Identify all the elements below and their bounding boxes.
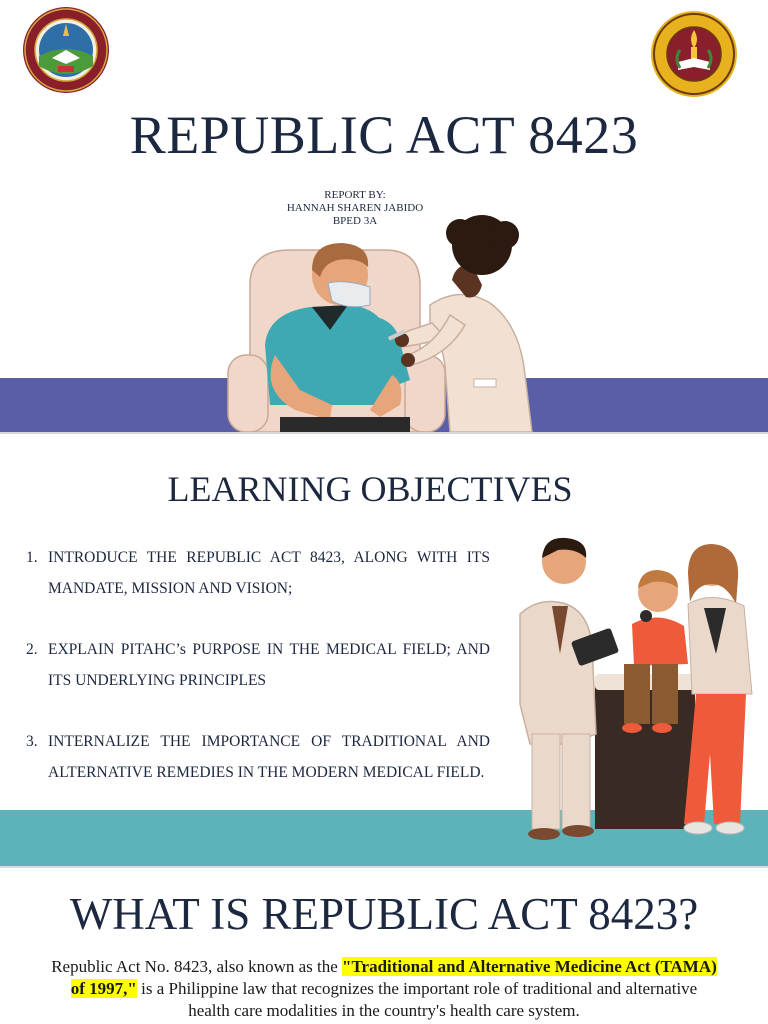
page-title: REPUBLIC ACT 8423: [129, 105, 639, 165]
section-title: WHAT IS REPUBLIC ACT 8423?: [69, 889, 699, 939]
item-number: 1.: [26, 549, 38, 566]
university-seal-icon: [22, 6, 110, 94]
item-text: INTRODUCE THE REPUBLIC ACT 8423, ALONG WITH ITS MANDATE, MISSION AND VISION;: [48, 549, 490, 597]
report-by-label: REPORT BY:: [324, 189, 386, 201]
item-number: 3.: [26, 733, 38, 750]
para-text-end: is a Philippine law that recognizes the important role of traditional and alternative health care modalities in the country's health care system.: [136, 979, 698, 1020]
para-text-start: Republic Act No. 8423, also known as the: [51, 957, 343, 976]
highlighted-act-name: "Traditional and Alternative Medicine Act (TAMA) of 1997,": [70, 957, 717, 998]
section-title: LEARNING OBJECTIVES: [167, 469, 573, 509]
list-item: [26, 542, 490, 604]
item-text: EXPLAIN PITAHC’s PURPOSE IN THE MEDICAL FIELD; AND ITS UNDERLYING PRINCIPLES: [48, 641, 490, 689]
list-item: [26, 634, 490, 696]
slide-title: [0, 0, 768, 432]
item-number: 2.: [26, 641, 38, 658]
list-item: [26, 726, 490, 788]
item-text: INTERNALIZE THE IMPORTANCE OF TRADITIONAL AND ALTERNATIVE REMEDIES IN THE MODERN MEDICAL FIELD.: [48, 733, 490, 781]
vaccination-illustration: [220, 205, 550, 432]
slide-definition: [0, 868, 768, 1024]
definition-paragraph: [50, 956, 718, 1022]
pediatric-checkup-illustration: [500, 534, 760, 846]
reporter-name: HANNAH SHAREN JABIDO: [286, 202, 424, 214]
section-label: BPED 3A: [332, 215, 378, 227]
objectives-list: [26, 542, 490, 818]
slide-objectives: [0, 434, 768, 866]
college-seal-icon: [650, 10, 738, 98]
